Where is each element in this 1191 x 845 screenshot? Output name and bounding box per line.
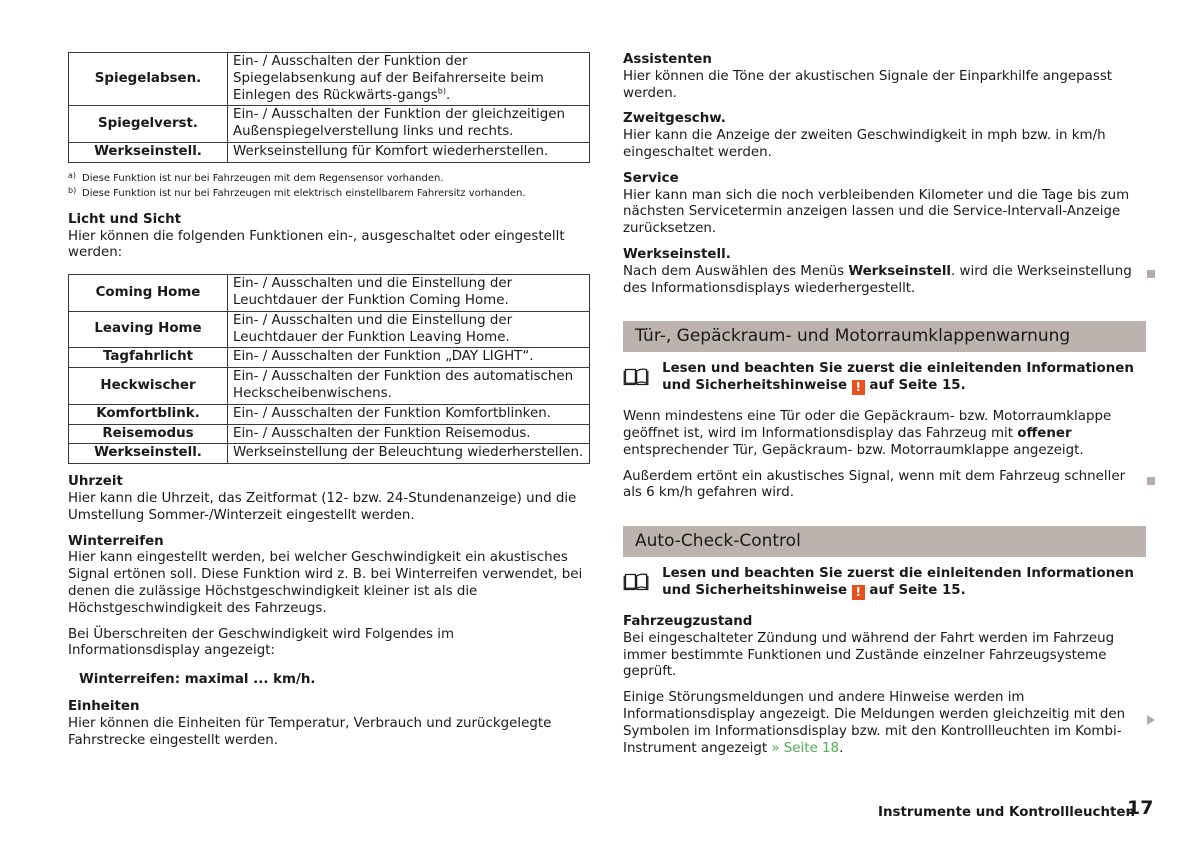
section-heading: Auto-Check-Control bbox=[623, 526, 1146, 557]
subheading: Zweitgeschw. bbox=[623, 111, 726, 127]
book-icon bbox=[623, 568, 649, 596]
setting-name: Reisemodus bbox=[69, 424, 228, 444]
footnote: a) Diese Funktion ist nur bei Fahrzeugen mit dem Regensensor vorhanden. bbox=[68, 170, 444, 184]
subheading: Service bbox=[623, 170, 679, 186]
table-row bbox=[69, 424, 590, 444]
uhrzeit-section bbox=[68, 474, 590, 524]
paragraph: Hier kann man sich die noch verbleibenden Kilometer und die Tage bis zum nächsten Servicetermin anzeigen lassen und die Service-Intervall-Anzeige zurücksetzen. bbox=[623, 187, 1130, 237]
table-row bbox=[69, 142, 590, 162]
service-section bbox=[623, 171, 1146, 238]
section-heading: Tür-, Gepäckraum- und Motorraumklappenwarnung bbox=[623, 321, 1146, 352]
setting-name: Tagfahrlicht bbox=[69, 348, 228, 368]
read-first-notice: Lesen und beachten Sie zuerst die einleitenden Informationen und Sicherheitshinweise ! auf Seite 15. bbox=[623, 566, 1146, 600]
setting-name: Leaving Home bbox=[69, 311, 228, 348]
paragraph: Wenn mindestens eine Tür oder die Gepäckraum- bzw. Motorraumklappe geöffnet ist, wird im Informationsdisplay das Fahrzeug mit offener entsprechender Tür, Gepäckraum- bzw. Motorraumklappe angezeigt. bbox=[623, 409, 1112, 458]
subheading: Fahrzeugzustand bbox=[623, 613, 753, 629]
setting-description: Ein- / Ausschalten der Funktion des automatischen Heckscheibenwischens. bbox=[228, 368, 590, 405]
display-message: Winterreifen: maximal ... km/h. bbox=[79, 672, 316, 688]
table-row bbox=[69, 311, 590, 348]
paragraph: Hier kann die Uhrzeit, das Zeitformat (12- bzw. 24-Stundenanzeige) und die Umstellung Sommer-/Winterzeit eingestellt werden. bbox=[68, 490, 577, 523]
paragraph: Außerdem ertönt ein akustisches Signal, wenn mit dem Fahrzeug schneller als 6 km/h gefahren wird. bbox=[623, 468, 1126, 501]
section-end-marker bbox=[1147, 270, 1155, 278]
page-number: 17 bbox=[1127, 797, 1154, 819]
setting-description: Ein- / Ausschalten und die Einstellung der Leuchtdauer der Funktion Leaving Home. bbox=[228, 311, 590, 348]
setting-name: Coming Home bbox=[69, 275, 228, 312]
setting-name: Werkseinstell. bbox=[69, 444, 228, 464]
table-row bbox=[69, 275, 590, 312]
licht-und-sicht-section bbox=[68, 212, 590, 262]
page-link[interactable]: » Seite 18 bbox=[771, 740, 840, 756]
setting-name: Spiegelabsen. bbox=[69, 53, 228, 106]
paragraph: Hier können die Töne der akustischen Signale der Einparkhilfe angepasst werden. bbox=[623, 68, 1113, 101]
setting-name: Werkseinstell. bbox=[69, 142, 228, 162]
paragraph: Hier kann die Anzeige der zweiten Geschwindigkeit in mph bzw. in km/h eingeschaltet werden. bbox=[623, 128, 1106, 160]
setting-description: Ein- / Ausschalten der Funktion der Spiegelabsenkung auf der Beifahrerseite beim Einlegen des Rückwärts-gangs$^{b)}$. bbox=[228, 53, 590, 106]
setting-description: Ein- / Ausschalten der Funktion Reisemodus. bbox=[228, 424, 590, 444]
setting-name: Komfortblink. bbox=[69, 404, 228, 424]
setting-description: Ein- / Ausschalten und die Einstellung der Leuchtdauer der Funktion Coming Home. bbox=[228, 275, 590, 312]
light-settings-table bbox=[68, 274, 590, 464]
right-column bbox=[623, 52, 1146, 757]
table-row bbox=[69, 404, 590, 424]
door-warning-section bbox=[623, 321, 1146, 502]
paragraph: Bei eingeschalteter Zündung und während der Fahrt werden im Fahrzeug immer bestimmte Funktionen und Zustände einzelner Fahrzeugsysteme geprüft. bbox=[623, 630, 1115, 680]
warning-icon: ! bbox=[852, 585, 865, 600]
subheading: Assistenten bbox=[623, 52, 712, 67]
setting-description: Ein- / Ausschalten der Funktion Komfortblinken. bbox=[228, 404, 590, 424]
paragraph: Hier können die folgenden Funktionen ein-, ausgeschaltet oder eingestellt werden: bbox=[68, 228, 565, 261]
zweitgeschw-section bbox=[623, 111, 1146, 161]
continue-arrow-icon bbox=[1147, 715, 1155, 725]
table-row bbox=[69, 444, 590, 464]
footnote: b) Diese Funktion ist nur bei Fahrzeugen mit elektrisch einstellbarem Fahrersitz vorhanden. bbox=[68, 186, 526, 200]
table-row bbox=[69, 368, 590, 405]
auto-check-control-section bbox=[623, 526, 1146, 757]
paragraph: Bei Überschreiten der Geschwindigkeit wird Folgendes im Informationsdisplay angezeigt: bbox=[68, 626, 455, 659]
left-column bbox=[68, 52, 590, 749]
section-end-marker bbox=[1147, 477, 1155, 485]
paragraph: Nach dem Auswählen des Menüs Werkseinstell. wird die Werkseinstellung des Informationsdisplays wiederhergestellt. bbox=[623, 263, 1132, 296]
footnote-ref[interactable]: b) bbox=[437, 86, 446, 96]
read-first-notice: Lesen und beachten Sie zuerst die einleitenden Informationen und Sicherheitshinweise ! auf Seite 15. bbox=[623, 361, 1146, 395]
table-row bbox=[69, 348, 590, 368]
setting-description: Ein- / Ausschalten der Funktion „DAY LIGHT“. bbox=[228, 348, 590, 368]
table-row bbox=[69, 53, 590, 106]
subheading: Werkseinstell. bbox=[623, 246, 731, 262]
paragraph: Hier können die Einheiten für Temperatur, Verbrauch und zurückgelegte Fahrstrecke eingestellt werden. bbox=[68, 715, 552, 748]
subheading: Einheiten bbox=[68, 698, 140, 714]
footnotes bbox=[68, 171, 590, 202]
chapter-title: Instrumente und Kontrollleuchten bbox=[878, 805, 1135, 820]
warning-icon: ! bbox=[852, 380, 865, 395]
setting-name: Heckwischer bbox=[69, 368, 228, 405]
table-row bbox=[69, 106, 590, 143]
comfort-settings-table bbox=[68, 52, 590, 163]
setting-name: Spiegelverst. bbox=[69, 106, 228, 143]
subheading: Winterreifen bbox=[68, 533, 164, 549]
assistenten-section bbox=[623, 52, 1146, 102]
werkseinstell-section bbox=[623, 247, 1146, 297]
setting-description: Werkseinstellung für Komfort wiederherstellen. bbox=[228, 142, 590, 162]
setting-description: Werkseinstellung der Beleuchtung wiederherstellen. bbox=[228, 444, 590, 464]
paragraph: Einige Störungsmeldungen und andere Hinweise werden im Informationsdisplay angezeigt. Die Meldungen werden gleichzeitig mit den Symbolen im Informationsdisplay bzw. mit den Kontrollleuchten im Kombi-Instrument angezeigt » Seite 18. bbox=[623, 690, 1126, 756]
subheading: Licht und Sicht bbox=[68, 211, 182, 227]
einheiten-section bbox=[68, 699, 590, 749]
setting-description: Ein- / Ausschalten der Funktion der gleichzeitigen Außenspiegelverstellung links und rechts. bbox=[228, 106, 590, 143]
subheading: Uhrzeit bbox=[68, 474, 123, 490]
winterreifen-section bbox=[68, 534, 590, 689]
book-icon bbox=[623, 363, 649, 391]
paragraph: Hier kann eingestellt werden, bei welcher Geschwindigkeit ein akustisches Signal ertönen soll. Diese Funktion wird z. B. bei Winterreifen verwendet, bei denen die zulässige Höchstgeschwindigkeit kleiner ist als die Höchstgeschwindigkeit des Fahrzeugs. bbox=[68, 550, 583, 616]
